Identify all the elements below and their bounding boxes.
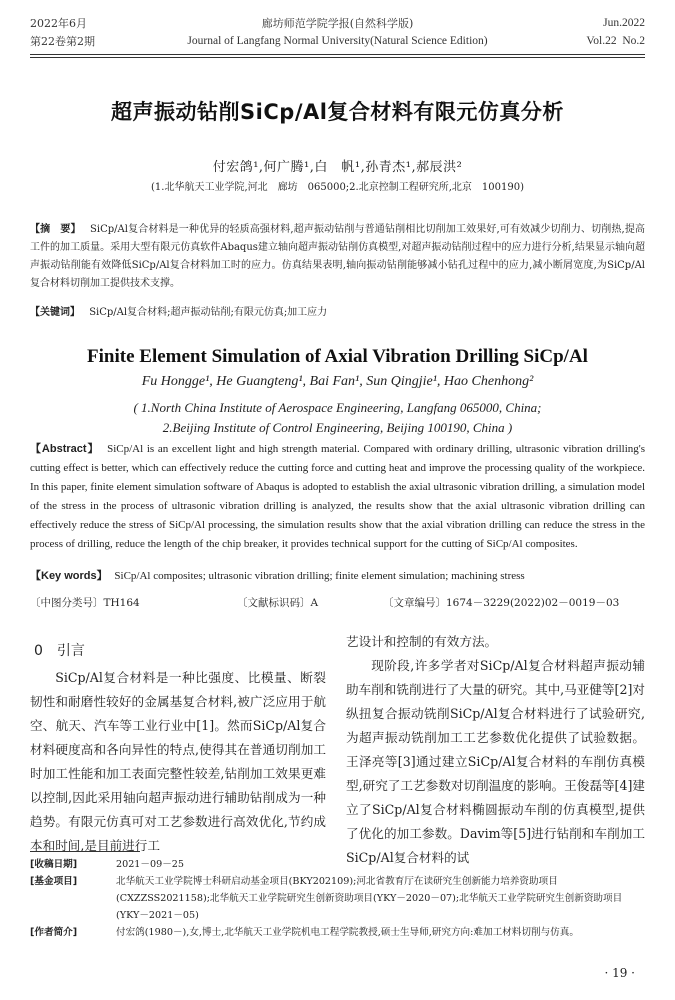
keywords-cn [30,304,645,322]
left-column [30,666,326,858]
right-column [346,630,645,870]
header-journal-cn: 廊坊师范学院学报(自然科学版) [261,17,414,30]
footnotes [30,856,645,941]
abstract-en [30,440,645,554]
footnote-value: 2021－09－25 [116,859,185,870]
footnote-key: [收稿日期] [30,859,78,870]
authors-cn: 付宏鸽¹,何广腾¹,白 帆¹,孙青杰¹,郝辰洪² [212,160,463,175]
section-heading-introduction: 0 引言 [34,643,85,659]
footnote-key: [作者简介] [30,927,78,938]
authors-en: Fu Hongge¹, He Guangteng¹, Bai Fan¹, Sun Qingjie¹, Hao Chenhong² [141,374,534,389]
footnote-author-bio [30,924,645,941]
footnote-funding [30,873,645,924]
abstract-cn-text: SiCp/Al复合材料是一种优异的轻质高强材料,超声振动钻削与普通钻削相比切削加工效果好,可有效减少切削力、切削热,提高工件的加工质量。采用大型有限元仿真软件Abaqus建立轴向超声振动钻削仿真模型,对超声振动钻削过程中的应力进行分析,结果显示轴向超声振动钻削能有效降低SiCp/Al复合材料加工时的应力。仿真结果表明,轴向振动钻削能够减小钻孔过程中的应力,减小断屑宽度,为SiCp/Al复合材料切削加工提供技术支撑。 [30,224,645,289]
paper-title-cn: 超声振动钻削SiCp/Al复合材料有限元仿真分析 [111,100,564,124]
header-volume-en: Vol.22 No.2 [586,35,645,47]
affiliation-en-1: ( 1.North China Institute of Aerospace Engineering, Langfang 065000, China; [133,400,542,415]
keywords-en-text: SiCp/Al composites; ultrasonic vibration drilling; finite element simulation; machining stress [114,570,525,582]
header-volume-cn: 第22卷第2期 [30,35,95,48]
affiliation-en-2: 2.Beijing Institute of Control Engineering, Beijing 100190, China ) [162,420,513,435]
abstract-cn [30,221,645,293]
abstract-en-label: 【Abstract】 [30,443,100,455]
document-code: 〔文献标识码〕A [237,597,319,609]
keywords-en [30,567,645,586]
header-rule-thin [30,57,645,58]
keywords-cn-label: 【关键词】 [30,307,80,318]
abstract-en-text: SiCp/Al is an excellent light and high strength material. Compared with ordinary drilling, ultrasonic vibration drilling's cutting effect is better, which can effectively reduce the cutting force and cutting heat and improve the processing quality of the workpiece. In this paper, finite element simulation software of Abaqus is adopted to establish the axial ultrasonic vibration drilling, a simulation model of the stress in the process of ultrasonic vibration drilling is analyzed, the results show that the axial ultrasonic vibration drilling can effectively reduce the stress of SiCp/Al processing, the simulation results show that the axial vibration drilling can reduce the stress in the process of drilling, reduce the length of the chip breaker, it provides technical support for the cutting of SiCp/Al composites. [30,443,646,550]
page-number: · 19 · [604,966,635,980]
paper-title-en: Finite Element Simulation of Axial Vibration Drilling SiCp/Al [87,346,588,367]
header-date-en: Jun.2022 [603,17,645,29]
intro-paragraph-2: 现阶段,许多学者对SiCp/Al复合材料超声振动辅助车削和铣削进行了大量的研究。其中,马亚健等[2]对纵扭复合振动铣削SiCp/Al复合材料进行了试验研究,为超声振动铣削加工工艺参数优化提供了试验数据。王泽亮等[3]通过建立SiCp/Al复合材料的车削仿真模型,研究了工艺参数对切削温度的影响。王俊磊等[4]建立了SiCp/Al复合材料椭圆振动车削的仿真模型,提供了优化的加工参数。Davim等[5]进行钻削和车削加工SiCp/Al复合材料的试 [346,658,645,865]
affiliations-cn: (1.北华航天工业学院,河北 廊坊 065000;2.北京控制工程研究所,北京 100190) [151,182,524,193]
intro-paragraph-1: SiCp/Al复合材料是一种比强度、比模量、断裂韧性和耐磨性较好的金属基复合材料,被广泛应用于航空、航天、汽车等工业行业中[1]。然而SiCp/Al复合材料硬度高和各向异性的特点,使得其在普通切削加工时加工性能和加工表面完整性较差,钻削加工效果更难以控制,因此采用轴向超声振动进行辅助钻削成为一种趋势。有限元仿真可对工艺参数进行高效优化,节约成本和时间,是目前进行工 [30,670,326,853]
footnote-key: [基金项目] [30,876,78,887]
header-date-cn: 2022年6月 [30,17,87,30]
abstract-cn-label: 【摘 要】 [30,224,81,235]
keywords-en-label: 【Key words】 [30,570,108,582]
footnote-rule [30,851,140,852]
clc-number: 〔中图分类号〕TH164 [30,597,140,609]
keywords-cn-text: SiCp/Al复合材料;超声振动钻削;有限元仿真;加工应力 [89,307,328,318]
intro-continuation: 艺设计和控制的有效方法。 [346,634,498,649]
header-rule-thick [30,54,645,55]
footnote-value: 北华航天工业学院博士科研启动基金项目(BKY202109);河北省教育厅在读研究生创新能力培养资助项目(CXZZSS2021158);北华航天工业学院研究生创新资助项目(YKY－2020－07);北华航天工业学院研究生创新资助项目(YKY－2021－05) [116,876,623,921]
footnote-received-date [30,856,645,873]
article-number: 〔文章编号〕1674－3229(2022)02－0019－03 [383,597,620,609]
header-journal-en: Journal of Langfang Normal University(Natural Science Edition) [187,35,488,47]
footnote-value: 付宏鸽(1980－),女,博士,北华航天工业学院机电工程学院教授,硕士生导师,研究方向:难加工材料切削与仿真。 [116,927,579,938]
